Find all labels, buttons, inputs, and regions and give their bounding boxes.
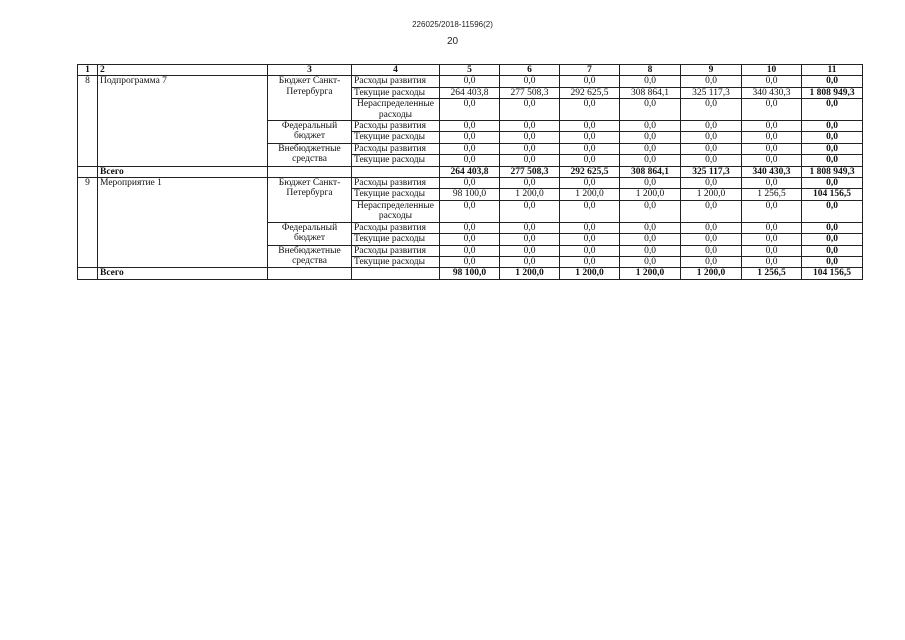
value-cell: 0,0: [560, 99, 620, 121]
value-cell: 0,0: [681, 132, 742, 143]
value-cell: 104 156,5: [802, 189, 863, 200]
value-cell: 0,0: [440, 178, 500, 189]
funding-source-cell: Федеральный бюджет: [268, 121, 352, 144]
value-cell: 0,0: [560, 200, 620, 222]
value-cell: 0,0: [500, 178, 560, 189]
expense-type-cell: Текущие расходы: [352, 87, 440, 98]
table-body: [78, 65, 863, 280]
value-cell: 0,0: [500, 143, 560, 154]
value-cell: 98 100,0: [440, 189, 500, 200]
value-cell: 0,0: [440, 76, 500, 87]
value-cell: 0,0: [802, 245, 863, 256]
value-cell: 0,0: [802, 76, 863, 87]
value-cell: 1 200,0: [620, 189, 681, 200]
expense-type-cell: Текущие расходы: [352, 189, 440, 200]
value-cell: 0,0: [681, 143, 742, 154]
value-cell: 0,0: [560, 155, 620, 166]
total-value-cell: 264 403,8: [440, 166, 500, 177]
value-cell: 0,0: [742, 76, 802, 87]
expense-type-cell: Расходы развития: [352, 245, 440, 256]
header-cell: 4: [352, 65, 440, 76]
value-cell: 325 117,3: [681, 87, 742, 98]
expense-type-cell: Текущие расходы: [352, 234, 440, 245]
expense-type-cell: Нераспределенные расходы: [352, 200, 440, 222]
value-cell: 0,0: [440, 222, 500, 233]
total-value-cell: 98 100,0: [440, 268, 500, 279]
header-cell: 1: [78, 65, 98, 76]
header-row: [78, 65, 863, 76]
value-cell: 0,0: [500, 222, 560, 233]
total-row: [78, 166, 863, 177]
value-cell: 0,0: [560, 132, 620, 143]
value-cell: 0,0: [620, 99, 681, 121]
value-cell: 0,0: [620, 121, 681, 132]
document-number: 226025/2018-11596(2): [412, 20, 493, 29]
value-cell: 0,0: [681, 178, 742, 189]
value-cell: 0,0: [620, 76, 681, 87]
value-cell: 0,0: [500, 234, 560, 245]
value-cell: 0,0: [620, 200, 681, 222]
value-cell: 0,0: [560, 121, 620, 132]
value-cell: 0,0: [560, 178, 620, 189]
value-cell: 0,0: [620, 178, 681, 189]
value-cell: 1 200,0: [560, 189, 620, 200]
value-cell: 0,0: [802, 132, 863, 143]
value-cell: 0,0: [500, 99, 560, 121]
value-cell: 0,0: [802, 200, 863, 222]
value-cell: 0,0: [620, 245, 681, 256]
value-cell: 0,0: [620, 155, 681, 166]
expense-type-cell: Расходы развития: [352, 143, 440, 154]
header-cell: 7: [560, 65, 620, 76]
value-cell: 0,0: [681, 245, 742, 256]
table-row: [78, 178, 863, 189]
header-cell: 5: [440, 65, 500, 76]
value-cell: 0,0: [500, 132, 560, 143]
total-value-cell: 1 200,0: [620, 268, 681, 279]
table-row: [78, 76, 863, 87]
value-cell: 1 200,0: [681, 189, 742, 200]
header-cell: 11: [802, 65, 863, 76]
value-cell: 0,0: [500, 245, 560, 256]
expense-type-cell: Расходы развития: [352, 222, 440, 233]
value-cell: 0,0: [802, 256, 863, 267]
value-cell: 0,0: [440, 132, 500, 143]
total-value-cell: 308 864,1: [620, 166, 681, 177]
value-cell: 0,0: [742, 245, 802, 256]
value-cell: 292 625,5: [560, 87, 620, 98]
value-cell: 0,0: [560, 76, 620, 87]
value-cell: 0,0: [681, 76, 742, 87]
total-label-cell: Всего: [98, 268, 268, 279]
program-name-cell: Подпрограмма 7: [98, 76, 268, 166]
value-cell: 0,0: [560, 245, 620, 256]
value-cell: 0,0: [681, 99, 742, 121]
value-cell: 0,0: [742, 256, 802, 267]
value-cell: 340 430,3: [742, 87, 802, 98]
value-cell: 0,0: [742, 132, 802, 143]
header-cell: 3: [268, 65, 352, 76]
value-cell: 0,0: [742, 121, 802, 132]
total-value-cell: 1 200,0: [681, 268, 742, 279]
value-cell: 0,0: [681, 155, 742, 166]
value-cell: 0,0: [802, 121, 863, 132]
value-cell: 0,0: [440, 234, 500, 245]
empty-cell: [352, 166, 440, 177]
value-cell: 0,0: [681, 200, 742, 222]
empty-cell: [78, 166, 98, 177]
total-value-cell: 104 156,5: [802, 268, 863, 279]
value-cell: 0,0: [440, 245, 500, 256]
funding-source-cell: Внебюджетные средства: [268, 245, 352, 268]
empty-cell: [268, 268, 352, 279]
header-cell: 6: [500, 65, 560, 76]
row-number-cell: 9: [78, 178, 98, 268]
total-value-cell: 340 430,3: [742, 166, 802, 177]
value-cell: 0,0: [500, 121, 560, 132]
empty-cell: [268, 166, 352, 177]
empty-cell: [352, 268, 440, 279]
program-name-cell: Мероприятие 1: [98, 178, 268, 268]
value-cell: 0,0: [742, 200, 802, 222]
value-cell: 0,0: [620, 234, 681, 245]
funding-source-cell: Внебюджетные средства: [268, 143, 352, 166]
value-cell: 0,0: [802, 178, 863, 189]
header-cell: 8: [620, 65, 681, 76]
value-cell: 0,0: [742, 234, 802, 245]
value-cell: 0,0: [802, 234, 863, 245]
value-cell: 0,0: [560, 256, 620, 267]
total-value-cell: 292 625,5: [560, 166, 620, 177]
value-cell: 0,0: [500, 200, 560, 222]
expense-type-cell: Расходы развития: [352, 121, 440, 132]
value-cell: 0,0: [802, 222, 863, 233]
value-cell: 0,0: [440, 99, 500, 121]
value-cell: 0,0: [681, 222, 742, 233]
value-cell: 1 200,0: [500, 189, 560, 200]
expense-type-cell: Текущие расходы: [352, 256, 440, 267]
total-value-cell: 1 256,5: [742, 268, 802, 279]
total-value-cell: 1 200,0: [500, 268, 560, 279]
value-cell: 0,0: [560, 234, 620, 245]
value-cell: 0,0: [681, 121, 742, 132]
value-cell: 0,0: [620, 256, 681, 267]
total-value-cell: 1 808 949,3: [802, 166, 863, 177]
funding-source-cell: Бюджет Санкт-Петербурга: [268, 178, 352, 223]
value-cell: 0,0: [560, 143, 620, 154]
page-number: 20: [446, 36, 459, 47]
total-label-cell: Всего: [98, 166, 268, 177]
value-cell: 0,0: [440, 256, 500, 267]
total-row: [78, 268, 863, 279]
value-cell: 0,0: [440, 200, 500, 222]
row-number-cell: 8: [78, 76, 98, 166]
value-cell: 1 256,5: [742, 189, 802, 200]
expense-type-cell: Расходы развития: [352, 76, 440, 87]
value-cell: 0,0: [440, 121, 500, 132]
value-cell: 0,0: [620, 132, 681, 143]
value-cell: 0,0: [742, 155, 802, 166]
expense-type-cell: Расходы развития: [352, 178, 440, 189]
total-value-cell: 1 200,0: [560, 268, 620, 279]
value-cell: 264 403,8: [440, 87, 500, 98]
header-cell: 2: [98, 65, 268, 76]
total-value-cell: 277 508,3: [500, 166, 560, 177]
budget-table: [77, 64, 863, 280]
header-cell: 9: [681, 65, 742, 76]
empty-cell: [78, 268, 98, 279]
value-cell: 0,0: [620, 143, 681, 154]
value-cell: 0,0: [681, 256, 742, 267]
funding-source-cell: Бюджет Санкт-Петербурга: [268, 76, 352, 121]
value-cell: 277 508,3: [500, 87, 560, 98]
header-cell: 10: [742, 65, 802, 76]
expense-type-cell: Текущие расходы: [352, 155, 440, 166]
value-cell: 0,0: [620, 222, 681, 233]
value-cell: 0,0: [742, 143, 802, 154]
value-cell: 0,0: [742, 178, 802, 189]
value-cell: 0,0: [500, 256, 560, 267]
value-cell: 0,0: [802, 143, 863, 154]
funding-source-cell: Федеральный бюджет: [268, 222, 352, 245]
value-cell: 0,0: [440, 155, 500, 166]
value-cell: 0,0: [681, 234, 742, 245]
value-cell: 0,0: [500, 76, 560, 87]
value-cell: 0,0: [742, 99, 802, 121]
value-cell: 0,0: [742, 222, 802, 233]
expense-type-cell: Нераспределенные расходы: [352, 99, 440, 121]
total-value-cell: 325 117,3: [681, 166, 742, 177]
value-cell: 0,0: [802, 99, 863, 121]
value-cell: 0,0: [440, 143, 500, 154]
value-cell: 0,0: [802, 155, 863, 166]
value-cell: 0,0: [500, 155, 560, 166]
value-cell: 308 864,1: [620, 87, 681, 98]
value-cell: 0,0: [560, 222, 620, 233]
expense-type-cell: Текущие расходы: [352, 132, 440, 143]
value-cell: 1 808 949,3: [802, 87, 863, 98]
